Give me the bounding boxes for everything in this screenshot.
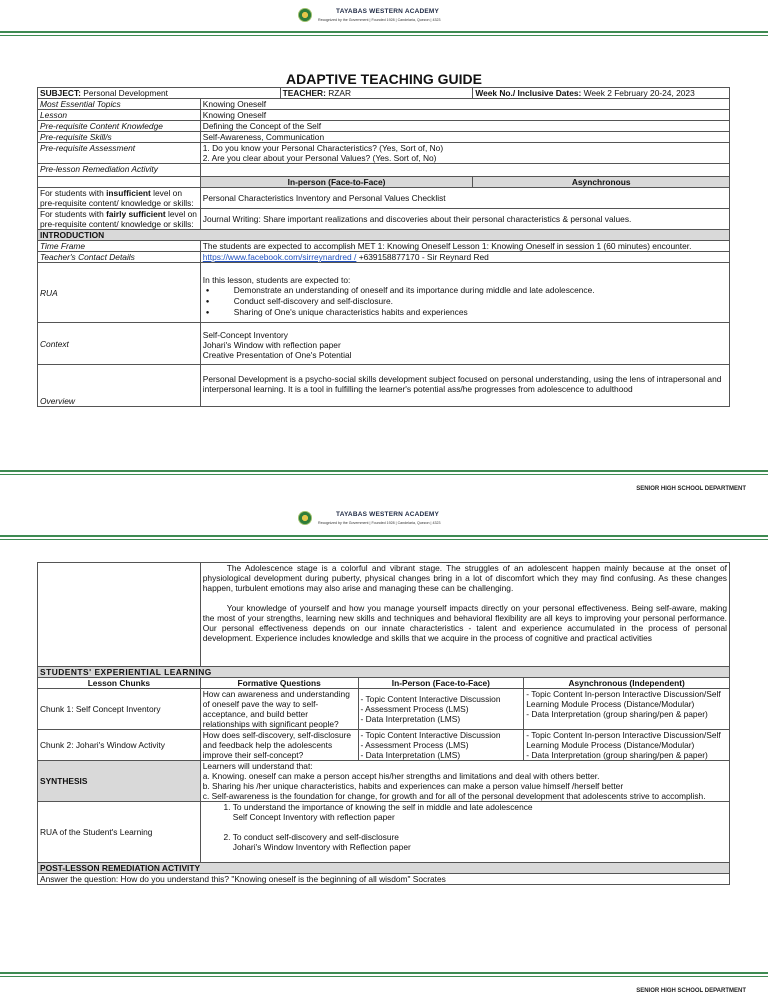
school-seal-icon [298, 511, 312, 525]
insufficient-activity: Personal Characteristics Inventory and Personal Values Checklist [200, 188, 729, 209]
chunk-question: How can awareness and understanding of oneself pave the way to self- acceptance, and build better relationships with significant people? [200, 689, 358, 730]
prereq-knowledge-value: Defining the Concept of the Self [200, 121, 729, 132]
rua-item: ● Sharing of One's unique characteristics habits and experiences [203, 307, 727, 318]
prereq-assessment-label: Pre-requisite Assessment [38, 143, 201, 164]
school-name: TAYABAS WESTERN ACADEMY [336, 8, 440, 15]
list-item: 1. To understand the importance of knowing the self in middle and late adolescence Self Concept Inventory with reflection paper [233, 802, 727, 822]
header-rule-thin [0, 539, 768, 540]
contact-value: https://www.facebook.com/sirreynardred / +639158877170 - Sir Reynard Red [200, 252, 729, 263]
prereq-skills-label: Pre-requisite Skill/s [38, 132, 201, 143]
remediation-label: Pre-lesson Remediation Activity [38, 164, 201, 177]
teacher-cell: TEACHER: RZAR [280, 88, 473, 99]
chunk-async: - Topic Content In-person Interactive Discussion/Self Learning Module Process (Distance/Modular) - Data Interpretation (group sharing/pen & paper) [524, 730, 730, 761]
contact-label: Teacher's Contact Details [38, 252, 201, 263]
table-row [38, 689, 730, 730]
fairly-sufficient-activity: Journal Writing: Share important realizations and discoveries about their personal characteristics & personal values. [200, 209, 729, 230]
page-title: ADAPTIVE TEACHING GUIDE [285, 71, 482, 87]
rua-label: RUA [38, 263, 201, 323]
school-recognition: Recognized by the Government | Founded 1928 | Candelaria, Quezon | 4323 [318, 18, 441, 22]
post-lesson-heading: POST-LESSON REMEDIATION ACTIVITY [38, 863, 730, 874]
department-footer: SENIOR HIGH SCHOOL DEPARTMENT [636, 486, 746, 492]
time-frame-label: Time Frame [38, 241, 201, 252]
fairly-sufficient-label: For students with fairly sufficient level on pre-requisite content/ knowledge or skills: [38, 209, 201, 230]
footer-rule-thin [0, 976, 768, 977]
header-rule-thin [0, 35, 768, 36]
header-rule [0, 31, 768, 33]
col-asynchronous: Asynchronous (Independent) [524, 678, 730, 689]
synthesis-label: SYNTHESIS [38, 761, 201, 802]
inperson-header: In-person (Face-to-Face) [200, 177, 473, 188]
footer-rule-thin [0, 474, 768, 475]
chunk-async: - Topic Content In-person Interactive Discussion/Self Learning Module Process (Distance/Modular) - Data Interpretation (group sharing/pen & paper) [524, 689, 730, 730]
facebook-link[interactable]: https://www.facebook.com/sirreynardred / [202, 252, 357, 262]
rua-item: ● Conduct self-discovery and self-disclosure. [203, 296, 727, 307]
rua-item: ● Demonstrate an understanding of oneself and its importance during middle and late adolescence. [203, 285, 727, 296]
chunk-question: How does self-discovery, self-disclosure and feedback help the adolescents improve their self-concept? [200, 730, 358, 761]
prereq-knowledge-label: Pre-requisite Content Knowledge [38, 121, 201, 132]
post-lesson-question: Answer the question: How do you understand this? "Knowing oneself is the beginning of all wisdom" Socrates [38, 874, 730, 885]
footer-rule [0, 972, 768, 974]
topics-value: Knowing Oneself [200, 99, 729, 110]
student-rua-list [200, 802, 729, 863]
department-footer: SENIOR HIGH SCHOOL DEPARTMENT [636, 988, 746, 994]
context-value: Self-Concept Inventory Johari's Window with reflection paper Creative Presentation of One's Potential [200, 323, 729, 365]
introduction-heading: INTRODUCTION [38, 230, 730, 241]
chunk-inperson: - Topic Content Interactive Discussion - Assessment Process (LMS) - Data Interpretation (LMS) [358, 689, 524, 730]
col-formative-questions: Formative Questions [200, 678, 358, 689]
overview-text: Personal Development is a psycho-social skills development subject focused on personal understanding, using the lens of intrapersonal and interpersonal learning. It is a tool in fulfilling the learner's potential ass/he progresses from adolescence to adulthood [200, 365, 729, 407]
overview-continued: The Adolescence stage is a colorful and vibrant stage. The struggles of an adolescent happen mainly because at the onset of physiological development during puberty, physical changes bring in a lot of discomfort which they may find confusing. As these changes happen, turbulent emotions may also arise and managing these can be challenging. Your knowledge of yourself and how you manage yourself impacts directly on your personal effectiveness. Being self-aware, making the most of your strengths, learning new skills and techniques and behavioral flexibility are all keys to improving your personal performance. Our personal effectiveness depends on our innate characteristics - talent and experience accumulated in the process of personal development. Experience includes knowledge and skills that we acquire in the process of cognitive and practical activities [200, 563, 729, 667]
chunk-name: Chunk 2: Johari's Window Activity [38, 730, 201, 761]
time-frame-value: The students are expected to accomplish MET 1: Knowing Oneself Lesson 1: Knowing Oneself in session 1 (60 minutes) encounter. [200, 241, 729, 252]
footer-rule [0, 470, 768, 472]
school-seal-icon [298, 8, 312, 22]
prereq-skills-value: Self-Awareness, Communication [200, 132, 729, 143]
col-lesson-chunks: Lesson Chunks [38, 678, 201, 689]
subject-cell: SUBJECT: Personal Development [38, 88, 281, 99]
teaching-guide-table [37, 87, 730, 407]
chunk-name: Chunk 1: Self Concept Inventory [38, 689, 201, 730]
header-rule [0, 535, 768, 537]
experiential-learning-heading: STUDENTS' EXPERIENTIAL LEARNING [38, 667, 730, 678]
lesson-value: Knowing Oneself [200, 110, 729, 121]
context-label: Context [38, 323, 201, 365]
school-recognition: Recognized by the Government | Founded 1928 | Candelaria, Quezon | 4323 [318, 521, 441, 525]
chunk-inperson: - Topic Content Interactive Discussion - Assessment Process (LMS) - Data Interpretation (LMS) [358, 730, 524, 761]
school-name: TAYABAS WESTERN ACADEMY [336, 511, 440, 518]
prereq-assessment-value: 1. Do you know your Personal Characteristics? (Yes, Sort of, No) 2. Are you clear about your Personal Values? (Yes. Sort of, No) [200, 143, 729, 164]
overview-label: Overview [38, 365, 201, 407]
topics-label: Most Essential Topics [38, 99, 201, 110]
lesson-label: Lesson [38, 110, 201, 121]
student-rua-label: RUA of the Student's Learning [38, 802, 201, 863]
col-inperson: In-Person (Face-to-Face) [358, 678, 524, 689]
async-header: Asynchronous [473, 177, 730, 188]
teaching-guide-table-continued [37, 562, 730, 885]
table-row [38, 730, 730, 761]
insufficient-label: For students with insufficient level on pre-requisite content/ knowledge or skills: [38, 188, 201, 209]
rua-value: In this lesson, students are expected to: ● Demonstrate an understanding of oneself and its importance during middle and late adolescence. ● Conduct self-discovery and self-disclosure. ● Sharing of One's unique characteristics habits and experiences [200, 263, 729, 323]
list-item: 2. To conduct self-discovery and self-disclosure Johari's Window Inventory with Reflection paper [233, 832, 727, 852]
synthesis-text: Learners will understand that: a. Knowing. oneself can make a person accept his/her strengths and limitations and deal with others better. b. Sharing his /her unique characteristics, habits and experiences can make a person value himself /herself better c. Self-awareness is the foundation for change, for growth and for all of the personal development that adolescents strive to accomplish. [200, 761, 729, 802]
week-cell: Week No./ Inclusive Dates: Week 2 February 20-24, 2023 [473, 88, 730, 99]
